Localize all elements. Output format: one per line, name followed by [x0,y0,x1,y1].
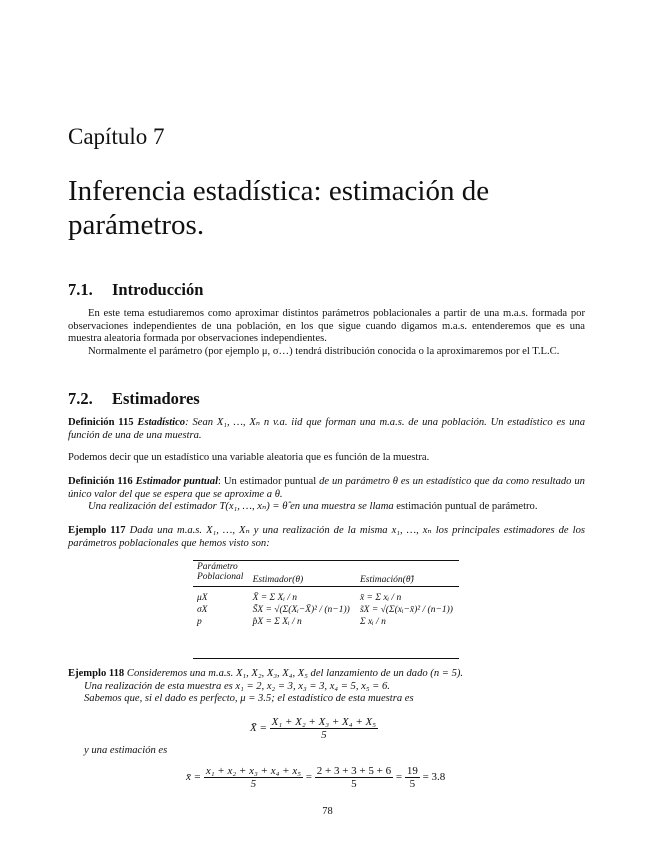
intro-paragraph-2: Normalmente el parámetro (por ejemplo μ, σ…) tendrá distribución conocida o la aproximaremos por el T.L.C. [88,346,560,357]
section-title: Estimadores [112,389,200,408]
example-text: Dada una m.a.s. X₁, …, Xₙ y una realización de la misma x₁, …, xₙ los principales estimadores de los parámetros poblacionales que hemos visto son: [68,525,585,549]
equation-fraction-2 [315,765,393,790]
definition-116 [68,476,585,514]
equation-lhs: x̄ = [186,771,202,784]
table-bottom-rule [193,658,459,659]
equation-statistic [250,716,378,741]
cell-param: σX [197,605,208,615]
cell-estimator: p̂X = Σ Xᵢ / n [252,617,302,627]
example-line1: Consideremos una m.a.s. X₁, X₂, X₃, X₄, X₅ del lanzamiento de un dado (n = 5). [126,668,464,679]
header-estimacion: Estimación(θ̂) [356,561,459,587]
equation-estimate: x̄ = $\frac{\text{x₁ + x₂ + x₃ + x₄ + x₅}}{5}$ = $\frac{2 + 3 + 3 + 5 + 6}{5}$ = $\frac{19}{5}$ = 3.8 [186,765,446,790]
definition-line2-a: Una realización del estimador [88,501,220,513]
definition-text: : Sean X₁, …, Xₙ n v.a. iid que forman una m.a.s. de una población. Un estadístico es una función de una de una muestra. [68,417,586,441]
equation-fraction [270,716,378,741]
section-number: 7.1. [68,280,93,299]
section-number: 7.2. [68,389,93,408]
example-mid-text: y una estimación es [84,745,168,756]
fraction-numerator: X₁ + X₂ + X₃ + X₄ + X₅ [271,716,377,728]
definition-text-b: de un parámetro θ es un estadístico que da como resultado un único valor del que se espera que se aproxime a θ. [68,476,585,500]
table-row [193,587,459,605]
definition-term: Estadístico [137,417,186,428]
table-row [193,616,459,628]
equation-lhs: X̄ = [250,722,267,735]
table-header-row [193,561,459,587]
section-heading-estimadores [68,389,200,409]
section-title: Introducción [112,280,204,299]
definition-line2-c: estimación puntual de parámetro. [393,501,538,513]
example-118 [68,668,585,706]
fraction-denominator: 5 [351,778,357,790]
chapter-title: Inferencia estadística: estimación de parámetros. [68,175,490,241]
fraction-denominator: 5 [250,778,257,790]
fraction-denominator: 5 [321,729,327,741]
header-parametro: Parámetro Poblacional [193,561,249,587]
header-estimador: Estimador(θ) [249,561,356,587]
cell-param: p [197,617,202,627]
fraction-denominator: 5 [409,778,416,790]
definition-term: Estimador puntual [135,476,219,487]
chapter-label: Capítulo 7 [68,124,165,149]
definition-label: Definición 116 [68,476,133,487]
definition-115 [68,417,585,442]
definition-label: Definición 115 [68,417,134,428]
table-row [193,604,459,616]
cell-estimate: s̃X = √(Σ(xᵢ−x̄)² / (n−1)) [359,605,453,615]
example-line3: Sabemos que, si el dado es perfecto, μ = 3.5; el estadístico de esta muestra es [84,693,414,705]
cell-estimator: S̃X = √(Σ(Xᵢ−X̄)² / (n−1)) [252,605,350,615]
estimators-table [193,560,459,628]
cell-param: μX [193,587,249,605]
equation-fraction-1 [204,765,303,790]
section-heading-introduccion [68,280,203,300]
cell-estimate: x̄ = Σ xᵢ / n [356,587,459,605]
cell-estimate: Σ xᵢ / n [359,617,386,627]
paragraph-after-def115: Podemos decir que un estadístico una variable aleatoria que es función de la muestra. [68,452,430,463]
cell-estimator: X̄ = Σ Xᵢ / n [249,587,356,605]
fraction-numerator: 19 [406,765,418,777]
intro-paragraph-1: En este tema estudiaremos como aproximar distintos parámetros poblacionales a partir de una m.a.s. formada por observaciones independientes de una población, en los que sigue cuando digamos m.a.s. entenderemos que es una muestra aleatoria formada por observaciones independientes. [68,308,585,345]
equation-fraction-3 [405,765,420,790]
definition-line2-b: T(x₁, …, xₙ) = θ̂ en una muestra se llama [219,501,394,513]
fraction-numerator: x₁ + x₂ + x₃ + x₄ + x₅ [205,765,302,777]
page-number: 78 [322,806,333,817]
example-line2: Una realización de esta muestra es x₁ = 2, x₂ = 3, x₃ = 3, x₄ = 5, x₅ = 6. [84,680,390,692]
example-label: Ejemplo 117 [68,525,126,536]
definition-text-a: : Un estimador puntual [218,476,320,487]
example-117 [68,525,585,550]
example-label: Ejemplo 118 [68,668,125,679]
equation-result: = 3.8 [422,771,446,784]
fraction-numerator: 2 + 3 + 3 + 5 + 6 [316,765,392,777]
